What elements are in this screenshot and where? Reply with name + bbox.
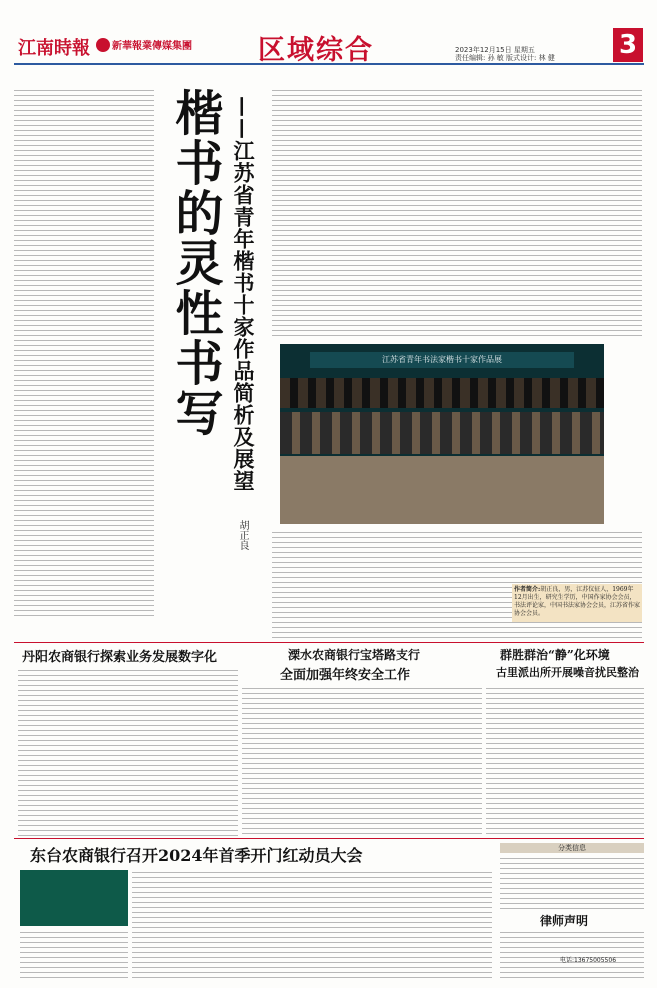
classified-body — [500, 856, 644, 910]
feature-body-upper — [272, 88, 642, 338]
photo-banner — [310, 352, 574, 368]
editor-line: 责任编辑: 孙 敏 版式设计: 林 健 — [455, 54, 555, 62]
article-lishui-body — [242, 686, 482, 836]
ads-phone: 电话:13675005506 — [560, 957, 617, 964]
feature-body-column-1 — [14, 88, 154, 620]
classified-header — [500, 843, 644, 853]
article-qunsheng-title: 群胜群治“静”化环境 — [500, 648, 610, 662]
article-lishui-title-2: 全面加强年终安全工作 — [280, 668, 411, 682]
article-donghai-caption — [20, 930, 128, 982]
article-donghai-photo — [20, 870, 128, 926]
article-donghai-title: 东台农商银行召开2024年首季开门红动员大会 — [30, 846, 363, 865]
page-number-box — [613, 28, 643, 62]
article-lishui-title: 溧水农商银行宝塔路支行 — [288, 648, 421, 662]
article-donghai-body — [132, 870, 492, 982]
divider-2 — [14, 838, 644, 839]
article-danyang-title: 丹阳农商银行探索业务发展数字化 — [22, 650, 218, 665]
date-line: 2023年12月15日 星期五 — [455, 46, 535, 54]
article-qunsheng-body — [486, 686, 644, 836]
photo-people-row-1 — [280, 378, 604, 408]
page-number: 3 — [618, 30, 638, 60]
feature-main-title: 楷书的灵性书写 — [167, 88, 223, 438]
group-logo: 新華報業傳媒集團 — [112, 41, 192, 52]
feature-subtitle: ——江苏省青年楷书十家作品简析及展望 — [231, 96, 256, 492]
feature-author: 胡正良 — [237, 520, 248, 550]
photo-floor — [280, 456, 604, 524]
author-bio-text: 胡正良，男，江苏仪征人，1969年12月出生，研究生学历，中国作家协会会员，书法评论家，中国书法家协会会员，江苏省作家协会会员。 — [514, 586, 641, 617]
article-qunsheng-title-2: 古里派出所开展噪音扰民整治 — [496, 666, 639, 679]
article-notice-title: 律师声明 — [540, 914, 589, 928]
article-danyang-body — [18, 668, 238, 838]
author-bio-label: 作者简介: — [514, 586, 541, 593]
masthead-rule — [14, 63, 644, 65]
divider — [14, 642, 644, 643]
author-bio-box — [512, 584, 642, 622]
classified-label: 分类信息 — [558, 844, 586, 852]
section-title: 区域综合 — [258, 35, 374, 62]
photo-banner-text: 江苏省青年书法家楷书十家作品展 — [382, 355, 502, 364]
photo-people-row-2 — [280, 412, 604, 454]
group-emblem-icon — [96, 38, 110, 52]
paper-name: 江南時報 — [18, 38, 90, 58]
group-photo — [280, 344, 604, 524]
